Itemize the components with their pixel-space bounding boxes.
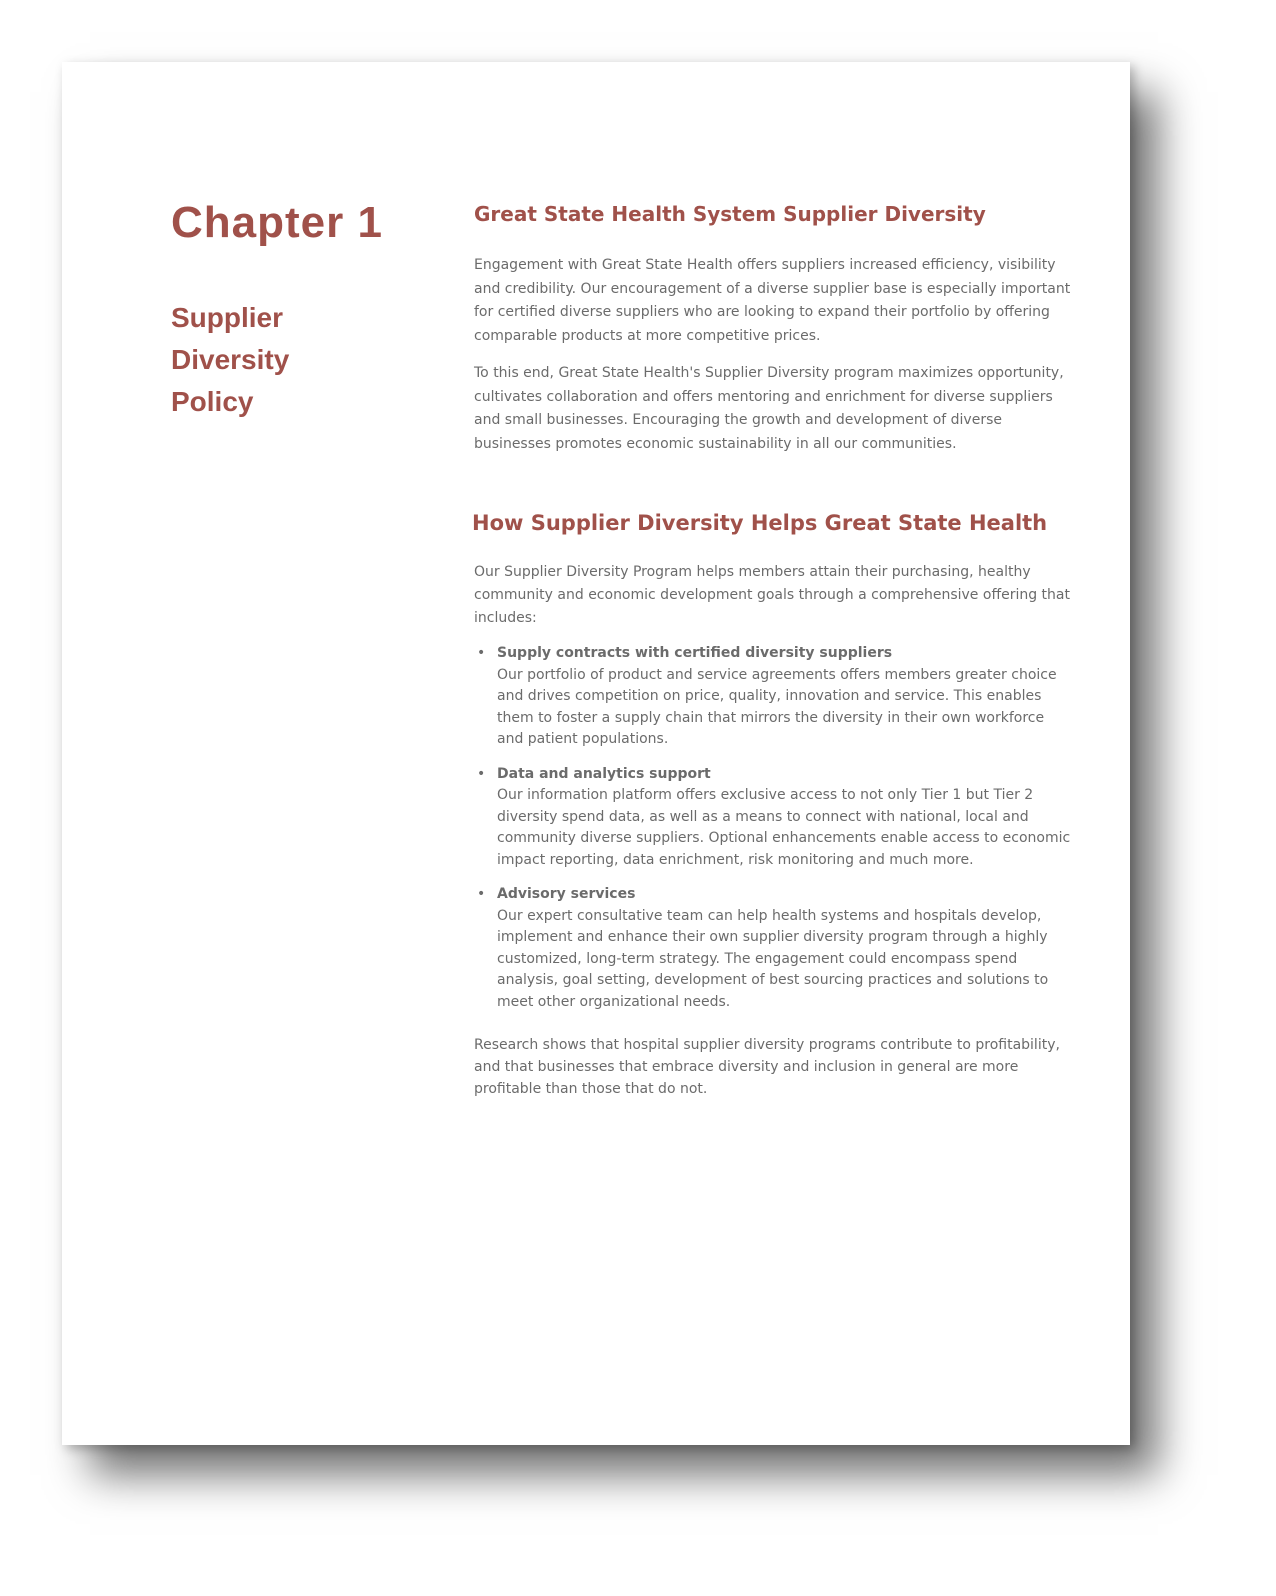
list-item-text: Our information platform offers exclusive access to not only Tier 1 but Tier 2 diversity spend data, as well as a means to connect with national, local and community diverse suppliers. Optional enhancements enable access to economic impact reporting, data enrichment, risk monitoring and much more. bbox=[497, 787, 1071, 868]
list-item bbox=[474, 884, 1074, 1013]
bullet-icon: • bbox=[477, 886, 486, 902]
paragraph-program: To this end, Great State Health's Supplier Diversity program maximizes opportunity, cultivates collaboration and offers mentoring and enrichment for diverse suppliers and small businesses. Encouraging the growth and development of diverse businesses promotes economic sustainability in all our communities. bbox=[474, 365, 1064, 452]
offering-list bbox=[474, 643, 1074, 1013]
list-item-text: Our expert consultative team can help health systems and hospitals develop, implement and enhance their own supplier diversity program through a highly customized, long-term strategy. The engagement could encompass spend analysis, goal setting, development of best sourcing practices and solutions to meet other organizational needs. bbox=[497, 907, 1049, 1010]
paragraph-closing: Research shows that hospital supplier diversity programs contribute to profitability, and that businesses that embrace diversity and inclusion in general are more profitable than those that do not. bbox=[474, 1037, 1060, 1097]
bullet-icon: • bbox=[477, 645, 486, 661]
list-item-title: Data and analytics support bbox=[497, 765, 711, 782]
paragraph-engagement: Engagement with Great State Health offers suppliers increased efficiency, visibility and credibility. Our encouragement of a diverse supplier base is especially important for certified diverse suppliers who are looking to expand their portfolio by offering comparable products at more competitive prices. bbox=[474, 257, 1071, 344]
list-item bbox=[474, 643, 1074, 751]
chapter-title: Chapter 1 bbox=[171, 198, 383, 247]
section-heading-supplier-diversity: Great State Health System Supplier Diversity bbox=[474, 202, 986, 226]
main-content bbox=[474, 200, 1074, 1100]
section-heading-how-helps: How Supplier Diversity Helps Great State Health bbox=[472, 511, 1048, 535]
list-item-text: Our portfolio of product and service agreements offers members greater choice and drives competition on price, quality, innovation and service. This enables them to foster a supply chain that mirrors the diversity in their own workforce and patient populations. bbox=[497, 666, 1057, 747]
list-item-title: Supply contracts with certified diversity suppliers bbox=[497, 645, 893, 661]
bullet-icon: • bbox=[477, 765, 486, 782]
list-item-title: Advisory services bbox=[497, 886, 636, 902]
chapter-subtitle: Supplier Diversity Policy bbox=[171, 302, 290, 417]
list-item bbox=[474, 764, 1074, 872]
document-page bbox=[62, 62, 1130, 1445]
paragraph-intro: Our Supplier Diversity Program helps members attain their purchasing, healthy community and economic development goals through a comprehensive offering that includes: bbox=[474, 564, 1070, 626]
